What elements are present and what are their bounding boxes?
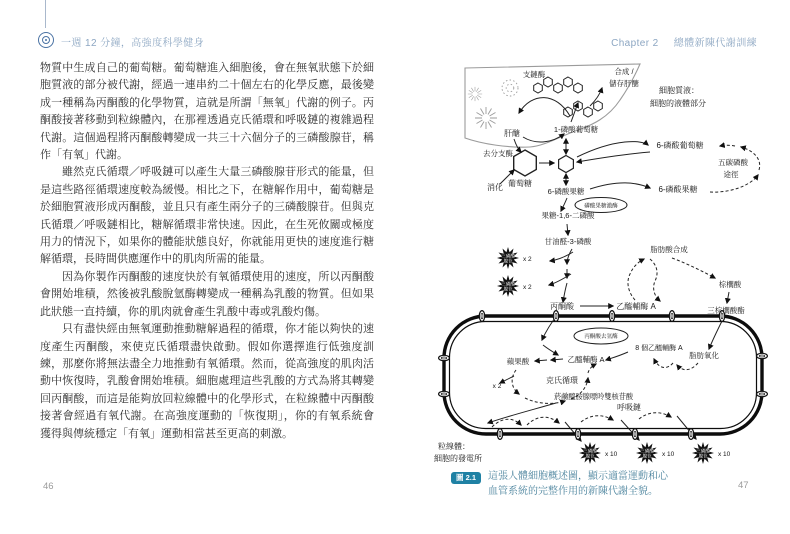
svg-text:腺苷: 腺苷 [503, 258, 513, 264]
label-synthesis-2: 儲存肝醣 [609, 79, 639, 88]
label-krebs-cycle: 克氏循環 [546, 376, 578, 385]
atp-starburst [497, 247, 714, 464]
book-title: 一週 12 分鐘，高強度科學健身 [61, 38, 205, 49]
label-g1p: 1-磷酸葡萄糖 [553, 125, 599, 134]
glycogen-granule-doodles [468, 80, 518, 129]
body-paragraph: 物質中生成自己的葡萄糖。葡萄糖進入細胞後，會在無氧狀態下於細胞質液的部分被代謝，經過一連串約二十個左右的化學反應，最後變成一種稱為丙酮酸的化學物質，這就是所謂「無氧」代謝的例子。丙酮酸接著移動到粒線體內，在那裡透過克氏循環和呼吸鏈的複雜過程代謝。這個過程將丙酮酸轉變成一共三十六個分子的三磷酸腺苷，稱作「有氧」代謝。 [40, 62, 374, 162]
glycogen-hexagon-chain [534, 77, 603, 117]
svg-text:腺苷: 腺苷 [503, 286, 513, 292]
svg-text:三磷酸: 三磷酸 [501, 253, 515, 259]
chapter-title: 總體新陳代謝訓練 [673, 38, 757, 49]
label-debranching-enzyme: 去分支酶 [483, 149, 513, 158]
label-f16bp: 果糖-1,6-二磷酸 [541, 211, 595, 220]
svg-text:三磷酸: 三磷酸 [696, 448, 710, 454]
label-mitochondria-2: 細胞的發電所 [434, 454, 482, 463]
label-synthesis-1: 合成 / [614, 67, 634, 76]
chapter-label: Chapter 2 [611, 38, 659, 49]
label-times2: x 2 [523, 284, 532, 291]
header-rule [45, 0, 46, 28]
body-paragraph: 只有盡快經由無氧運動推動糖解過程的循環，你才能以夠快的速度產生丙酮酸，來使克氏循環盡快啟動。假如你選擇進行低強度訓練，那麼你將無法盡全力地推動有氧循環。然而，從高強度的肌肉活動中恢復時，乳酸會開始堆積。細胞處理這些乳酸的方式為將其轉變回丙酮酸，而這是能夠放回粒線體中的化學形式，在粒線體中丙酮酸接著會經過有氧代謝。在高強度運動的「恢復期」，你的有氧系統會獲得與傳統穩定「有氧」運動相當甚至更高的刺激。 [40, 323, 374, 440]
body-text [40, 60, 374, 443]
label-acetyl-coa-mito: 乙醯輔酶 A [567, 355, 605, 364]
metabolism-diagram [420, 58, 790, 470]
glucose-6-phosphate-hexagon [559, 156, 574, 173]
label-pentose-2: 途徑 [723, 170, 739, 179]
label-respiratory-chain: 呼吸鏈 [617, 403, 641, 412]
svg-text:腺苷: 腺苷 [698, 453, 708, 459]
figure-caption [451, 470, 668, 499]
page-number-right: 47 [738, 480, 749, 491]
liver-outline [465, 64, 640, 147]
label-f6p: 6-磷酸果糖 [547, 187, 585, 196]
label-times10: x 10 [605, 451, 618, 458]
chapter-header [611, 34, 757, 49]
label-pdh: 丙酮酸去氫酶 [584, 334, 618, 340]
body-paragraph: 雖然克氏循環／呼吸鏈可以產生大量三磷酸腺苷形式的能量，但是這些路徑循環速度較為緩慢。相比之下，在糖解作用中，葡萄糖是於細胞質液形成丙酮酸，並且只有產生兩分子的三磷酸腺苷。但與克氏循環／呼吸鏈相比，糖解循環非常快速。因此，在生死攸關或極度用力的情況下，如果你的體能狀態良好，你就能用更快的速度進行糖解循環，長時間供應運作中的肌肉所需的能量。 [40, 166, 374, 266]
label-acetyl-coa: 乙醯輔酶 A [616, 302, 656, 311]
label-tripalmitate: 三棕櫚酸酯 [707, 306, 745, 315]
label-times10: x 10 [718, 451, 731, 458]
label-malate: 蘋果酸 [506, 357, 530, 366]
label-pyruvate: 丙酮酸 [550, 302, 574, 311]
label-digestion: 消化 [487, 183, 503, 192]
svg-text:三磷酸: 三磷酸 [501, 281, 515, 287]
glucose-hexagon [514, 150, 537, 176]
page-number-left: 46 [43, 481, 54, 492]
label-fat-oxidation: 脂肪氧化 [689, 351, 719, 360]
label-pentose-1: 五碳磷酸 [718, 158, 748, 167]
svg-text:三磷酸: 三磷酸 [640, 448, 654, 454]
label-glucose: 葡萄糖 [508, 179, 532, 188]
label-mitochondria-1: 粒線體： [438, 442, 470, 451]
svg-text:三磷酸: 三磷酸 [583, 448, 597, 454]
label-cytosol-2: 細胞的液體部分 [650, 99, 706, 108]
figure-badge: 圖 2.1 [451, 472, 481, 484]
label-times2: x 2 [523, 256, 532, 263]
label-times10: x 10 [662, 451, 675, 458]
label-g3p: 甘油醛-3-磷酸 [544, 237, 592, 246]
label-glycogen: 肝醣 [504, 129, 520, 138]
label-eight-acetyl-coa: 8 個乙醯輔酶 A [635, 345, 683, 352]
label-fatty-acid-synthesis: 脂肪酸合成 [650, 245, 688, 254]
target-icon [38, 32, 54, 48]
label-f6p-right: 6-磷酸果糖 [658, 185, 698, 194]
caption-line-2: 血管系統的完整作用的新陳代謝全貌。 [488, 485, 659, 497]
svg-text:腺苷: 腺苷 [585, 453, 595, 459]
label-cytosol-1: 細胞質液： [659, 86, 699, 95]
label-g6p: 6-磷酸葡萄糖 [656, 141, 704, 150]
label-branching-enzyme: 支鏈酶 [522, 70, 546, 79]
label-times2: x 2 [492, 383, 502, 390]
label-pfk: 磷酸果糖激酶 [584, 203, 618, 210]
label-palmitate: 棕櫚酸 [718, 280, 742, 289]
label-nadh: 菸鹼醯胺腺嘌呤雙核苷酸 [554, 392, 634, 401]
caption-line-1: 這張人體細胞概述圖，顯示適當運動和心 [488, 471, 669, 482]
svg-text:腺苷: 腺苷 [642, 453, 652, 459]
body-paragraph: 因為你製作丙酮酸的速度快於有氧循環使用的速度，所以丙酮酸會開始堆積，然後被乳酸脫氫酶轉變成一種稱為乳酸的物質。但如果此狀態一直持續，你的肌肉就會產生乳酸中毒或乳酸灼傷。 [40, 270, 374, 318]
